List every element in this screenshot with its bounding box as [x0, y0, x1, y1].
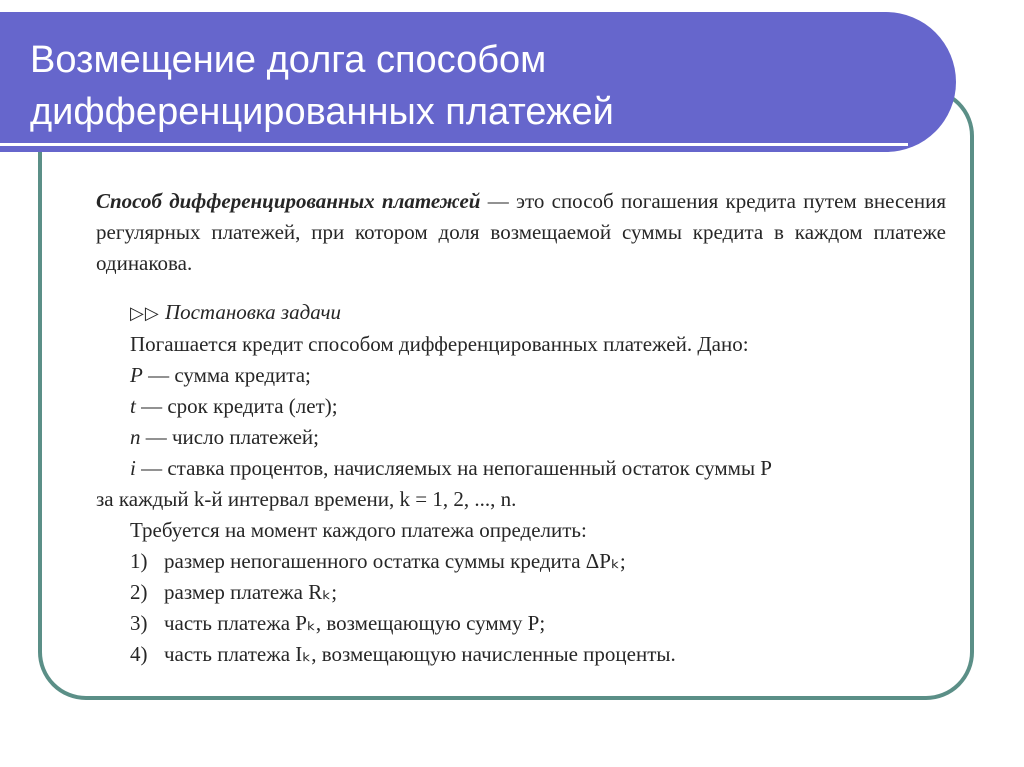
given-item	[130, 360, 946, 391]
given-symbol: n	[130, 425, 141, 449]
item-number: 2)	[130, 580, 148, 604]
definition-paragraph	[96, 186, 946, 279]
required-item	[130, 639, 946, 670]
title-line-1: Возмещение долга способом	[30, 39, 547, 81]
item-number: 1)	[130, 549, 148, 573]
given-symbol: i	[130, 456, 136, 480]
slide-title	[30, 34, 910, 138]
given-text: — срок кредита (лет);	[135, 394, 338, 418]
title-underline	[0, 143, 908, 146]
given-continuation: за каждый k-й интервал времени, k = 1, 2, ..., n.	[96, 487, 517, 511]
required-item	[130, 608, 946, 639]
item-number: 4)	[130, 642, 148, 666]
item-text: размер платежа Rₖ;	[164, 580, 338, 604]
item-text: размер непогашенного остатка суммы кредита ΔPₖ;	[164, 549, 626, 573]
given-text: — ставка процентов, начисляемых на непогашенный остаток суммы P	[135, 456, 772, 480]
triangle-marker-icon: ▷▷	[130, 303, 160, 323]
slide-body	[96, 186, 946, 670]
given-item	[130, 422, 946, 453]
definition-term: Способ дифференцированных платежей	[96, 189, 481, 213]
given-text: — сумма кредита;	[142, 363, 311, 387]
task-heading	[130, 297, 946, 329]
title-banner	[0, 12, 956, 152]
required-intro: Требуется на момент каждого платежа определить:	[130, 518, 587, 542]
given-symbol: t	[130, 394, 136, 418]
title-line-2: дифференцированных платежей	[30, 91, 614, 133]
item-text: часть платежа Pₖ, возмещающую сумму P;	[164, 611, 546, 635]
task-intro: Погашается кредит способом дифференцированных платежей. Дано:	[130, 332, 749, 356]
required-item	[130, 577, 946, 608]
given-symbol: P	[130, 363, 143, 387]
definition-text: — это способ погашения кредита путем внесения регулярных платежей, при котором доля возмещаемой суммы кредита в каждом платеже одинакова.	[96, 189, 946, 275]
task-block	[96, 297, 946, 670]
given-item	[130, 391, 946, 422]
item-text: часть платежа Iₖ, возмещающую начисленные проценты.	[164, 642, 676, 666]
task-heading-label: Постановка задачи	[164, 300, 341, 324]
item-number: 3)	[130, 611, 148, 635]
given-item	[130, 453, 946, 484]
given-text: — число платежей;	[140, 425, 319, 449]
required-item	[130, 546, 946, 577]
